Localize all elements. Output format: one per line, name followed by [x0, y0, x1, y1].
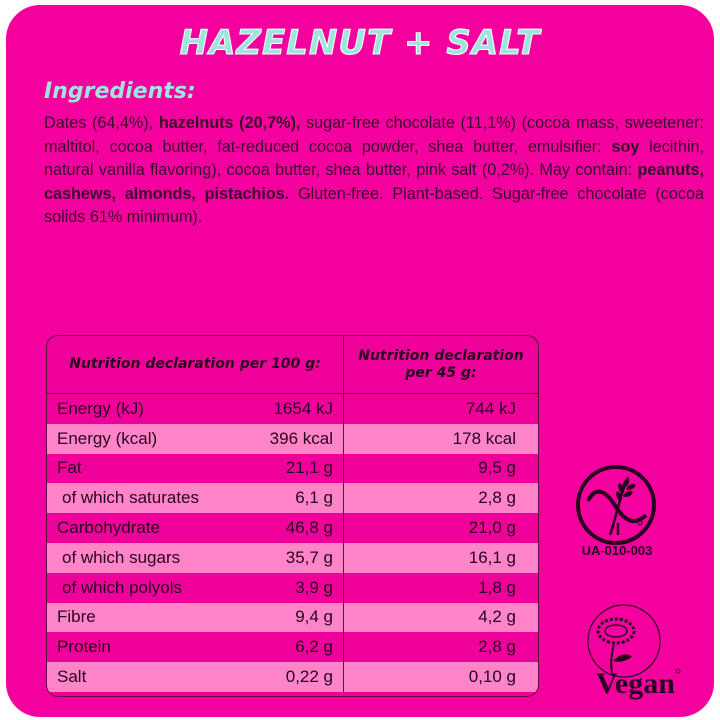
table-row	[47, 632, 538, 662]
value-per-45g: 4,2 g	[478, 607, 516, 627]
ingredient-text: Dates (64,4%),	[44, 114, 159, 132]
value-per-45g: 1,8 g	[478, 577, 516, 597]
value-per-45g: 178 kcal	[452, 428, 516, 448]
table-row	[47, 513, 538, 543]
value-per-100g: 46,8 g	[253, 513, 344, 543]
value-per-100g: 9,4 g	[253, 603, 344, 633]
value-per-45g: 2,8 g	[478, 637, 516, 657]
ingredient-text: lecithin, natural vanilla flavoring), cocoa butter, shea butter, pink salt (0,2%). May contain:	[44, 137, 705, 179]
ingredient-text: sugar-free chocolate (11,1%) (cocoa mass, sweetener: maltitol, cocoa butter, fat-reduced cocoa powder, shea butter, emulsifier:	[44, 114, 704, 156]
value-per-45g: 16,1 g	[468, 547, 516, 567]
nutrient-name: Carbohydrate	[57, 518, 161, 538]
nutrient-name: Salt	[57, 667, 87, 687]
value-per-100g: 35,7 g	[253, 543, 344, 573]
table-row	[47, 603, 538, 633]
nutrient-name: of which sugars	[62, 547, 181, 567]
ingredient-allergen: peanuts, cashews, almonds, pistachios.	[44, 161, 704, 203]
value-per-100g: 6,1 g	[253, 483, 344, 513]
gluten-free-icon	[574, 463, 658, 547]
table-row	[47, 483, 538, 513]
ingredient-allergen: soy	[611, 137, 640, 156]
value-per-100g: 1654 kJ	[253, 394, 344, 424]
nutrient-name: Fat	[57, 458, 82, 478]
nutrient-name: of which polyols	[62, 577, 183, 597]
ingredients-heading: Ingredients:	[44, 79, 196, 104]
nutrition-table	[46, 335, 539, 697]
ingredient-text: Gluten-free. Plant-based. Sugar-free chocolate (cocoa solids 61% minimum).	[44, 184, 704, 226]
nutrition-table-header	[47, 336, 538, 394]
value-per-45g: 744 kJ	[465, 398, 516, 418]
table-row	[47, 424, 538, 454]
product-title: HAZELNUT + SALT	[179, 23, 541, 63]
nutrient-name: of which saturates	[62, 488, 200, 508]
ingredients-text	[44, 112, 704, 230]
value-per-100g: 3,9 g	[253, 573, 344, 603]
value-per-100g: 6,2 g	[253, 632, 344, 662]
label-card	[6, 5, 714, 717]
vegan-label: Vegan	[596, 667, 675, 700]
nutrient-name: Energy (kJ)	[57, 398, 144, 418]
gluten-free-code: UA-010-003	[581, 543, 653, 558]
nutrient-name: Fibre	[57, 607, 96, 627]
table-row	[47, 573, 538, 603]
ingredient-allergen: hazelnuts (20,7%),	[158, 114, 301, 132]
table-row	[47, 394, 538, 424]
value-per-45g: 9,5 g	[478, 458, 516, 478]
value-per-45g: 2,8 g	[478, 488, 516, 508]
value-per-45g: 21,0 g	[468, 518, 516, 538]
table-row	[47, 543, 538, 573]
value-per-100g: 396 kcal	[253, 424, 344, 454]
nutrient-name: Energy (kcal)	[57, 428, 158, 448]
header-per-100g: Nutrition declaration per 100 g:	[47, 336, 344, 393]
value-per-45g: 0,10 g	[468, 667, 516, 687]
header-per-45g: Nutrition declaration per 45 g:	[358, 347, 524, 381]
table-row	[47, 662, 538, 692]
nutrition-rows	[47, 394, 538, 692]
vegan-icon	[566, 601, 692, 701]
table-row	[47, 454, 538, 484]
nutrient-name: Protein	[57, 637, 111, 657]
value-per-100g: 21,1 g	[253, 454, 344, 484]
value-per-100g: 0,22 g	[253, 662, 344, 692]
